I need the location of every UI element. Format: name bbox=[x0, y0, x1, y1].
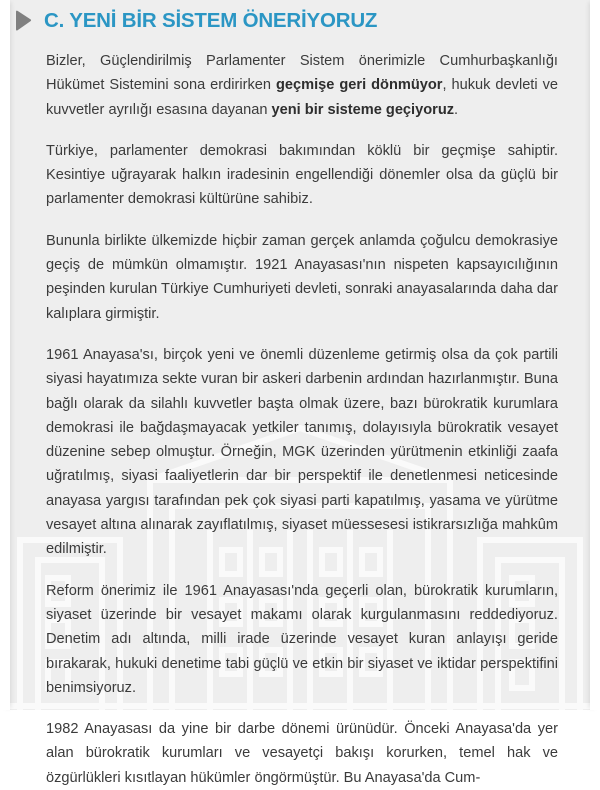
page-title-text: C. YENİ BİR SİSTEM ÖNERİYORUZ bbox=[44, 8, 378, 32]
paragraph: Reform önerimiz ile 1961 Anayasası'nda geçerli olan, bürokratik kurumların, siyaset üzerinde bir vesayet makamı olarak kurgulanmasını reddediyoruz. Denetim adı altında, milli irade üzerinde vesayet kuran anlayışı geride bırakarak, hukuki denetime tabi güçlü ve etkin bir siyaset ve iktidar perspektifini benimsiyoruz. bbox=[46, 582, 558, 696]
paragraph: 1982 Anayasası da yine bir darbe dönemi ürünüdür. Önceki Anayasa'da yer alan bürokratik kurumları ve vesayetçi bakışı korurken, temel hak ve özgürlükleri kısıtlayan hükümler öngörmüştür. Bu Anayasa'da Cum- bbox=[46, 721, 558, 786]
paragraph: Bizler, Güçlendirilmiş Parlamenter Sistem önerimizle Cumhurbaşkanlığı Hükümet Sistemini sona erdirirken geçmişe geri dönmüyor, hukuk devleti ve kuvvetler ayrılığı esasına dayanan yeni bir sisteme geçiyoruz. bbox=[46, 53, 558, 118]
play-triangle-icon bbox=[12, 9, 34, 33]
emphasis-text: yeni bir sisteme geçiyoruz bbox=[271, 101, 455, 118]
page-title bbox=[12, 0, 524, 49]
paragraph: 1961 Anayasa'sı, birçok yeni ve önemli düzenleme getirmiş olsa da çok partili siyasi hayatımıza sekte vuran bir askeri darbenin ardından hazırlanmıştır. Buna bağlı olarak da silahlı kuvvetler başta olmak üzere, bazı bürokratik kurumlara demokrasi ile bağdaşmayacak yetkiler tanımış, dolayısıyla bürokratik vesayet düzenine sebep olmuştur. Örneğin, MGK üzerinden yürütmenin etkinliği zaafa uğratılmış, siyasi faaliyetlerin dar bir perspektif ile denetlenmesi neticesinde anayasa yargısı tarafından pek çok siyasi parti kapatılmış, yasama ve yürütme vesayet altına alınarak zayıflatılmış, siyaset müessesesi istikrarsızlığa mahkûm edilmiştir. bbox=[46, 346, 558, 558]
emphasis-text: geçmişe geri dönmüyor bbox=[275, 77, 443, 94]
paragraph: Bununla birlikte ülkemizde hiçbir zaman gerçek anlamda çoğulcu demokrasiye geçiş de mümkün olmamıştır. 1921 Anayasası'nın nispeten kapsayıcılığının peşinden kurulan Türkiye Cumhuriyeti devleti, sonraki anayasalarında daha dar kalıplara girmiştir. bbox=[46, 232, 558, 322]
paragraph: Türkiye, parlamenter demokrasi bakımından köklü bir geçmişe sahiptir. Kesintiye uğrayarak halkın iradesinin engellendiği dönemler olsa da güçlü bir parlamenter demokrasi kültürüne sahibiz. bbox=[46, 142, 558, 208]
